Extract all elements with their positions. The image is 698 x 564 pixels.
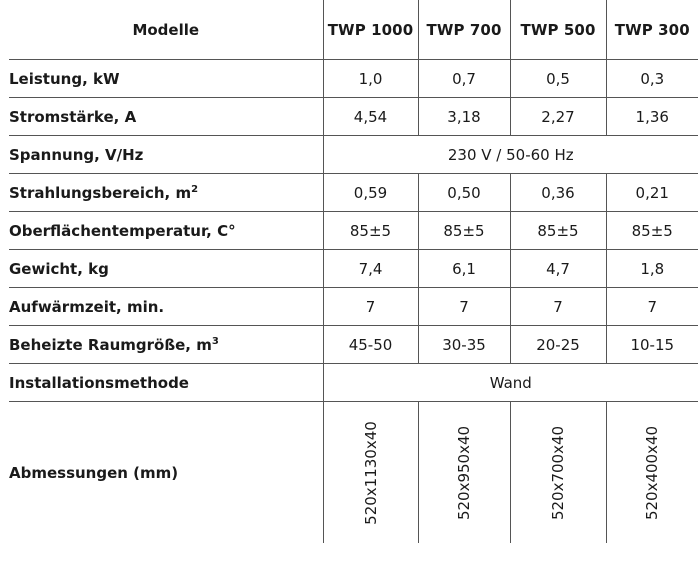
- label-aufwaermzeit: Aufwärmzeit, min.: [9, 288, 323, 326]
- row-spannung: [9, 136, 698, 174]
- row-oberflaechentemperatur: [9, 212, 698, 250]
- row-stromstaerke: [9, 98, 698, 136]
- label-raumgroesse: [9, 326, 323, 364]
- value-cell: 4,54: [323, 98, 418, 136]
- label-text: Beheizte Raumgröße, m: [9, 335, 212, 354]
- value-cell: 4,7: [510, 250, 606, 288]
- label-abmessungen: Abmessungen (mm): [9, 402, 323, 544]
- value-cell: 7: [510, 288, 606, 326]
- dimension-value: 520x700x40: [549, 425, 567, 520]
- model-twp-1000: TWP 1000: [323, 0, 418, 60]
- dimension-cell: [418, 402, 510, 544]
- value-cell: 6,1: [418, 250, 510, 288]
- value-cell: 45-50: [323, 326, 418, 364]
- value-cell: 0,50: [418, 174, 510, 212]
- value-installationsmethode: Wand: [323, 364, 698, 402]
- dimension-value: 520x1130x40: [361, 420, 380, 525]
- row-gewicht: [9, 250, 698, 288]
- label-text: Strahlungsbereich, m: [9, 183, 192, 202]
- dimension-value: 520x950x40: [455, 425, 473, 520]
- header-label: Modelle: [9, 0, 323, 60]
- unit-superscript: 3: [211, 335, 219, 347]
- value-spannung: 230 V / 50-60 Hz: [323, 136, 698, 174]
- model-twp-300: TWP 300: [606, 0, 698, 60]
- row-strahlungsbereich: [9, 174, 698, 212]
- dimension-cell: [323, 402, 418, 544]
- dimension-value: 520x400x40: [643, 425, 662, 520]
- value-cell: 20-25: [510, 326, 606, 364]
- row-aufwaermzeit: [9, 288, 698, 326]
- row-abmessungen: [9, 402, 698, 544]
- value-cell: 85±5: [323, 212, 418, 250]
- row-raumgroesse: [9, 326, 698, 364]
- value-cell: 7: [606, 288, 698, 326]
- unit-superscript: 2: [191, 183, 199, 195]
- label-oberflaechentemperatur: Oberflächentemperatur, C°: [9, 212, 323, 250]
- value-cell: 30-35: [418, 326, 510, 364]
- value-cell: 85±5: [510, 212, 606, 250]
- label-leistung: Leistung, kW: [9, 60, 323, 98]
- row-installationsmethode: [9, 364, 698, 402]
- value-cell: 7: [323, 288, 418, 326]
- label-stromstaerke: Stromstärke, A: [9, 98, 323, 136]
- label-gewicht: Gewicht, kg: [9, 250, 323, 288]
- model-twp-700: TWP 700: [418, 0, 510, 60]
- value-cell: 3,18: [418, 98, 510, 136]
- value-cell: 0,21: [606, 174, 698, 212]
- value-cell: 1,8: [606, 250, 698, 288]
- row-leistung: [9, 60, 698, 98]
- value-cell: 7: [418, 288, 510, 326]
- value-cell: 1,0: [323, 60, 418, 98]
- value-cell: 0,36: [510, 174, 606, 212]
- value-cell: 0,3: [606, 60, 698, 98]
- dimension-cell: [510, 402, 606, 544]
- value-cell: 85±5: [418, 212, 510, 250]
- value-cell: 0,7: [418, 60, 510, 98]
- model-twp-500: TWP 500: [510, 0, 606, 60]
- value-cell: 2,27: [510, 98, 606, 136]
- label-strahlungsbereich: [9, 174, 323, 212]
- value-cell: 0,59: [323, 174, 418, 212]
- value-cell: 10-15: [606, 326, 698, 364]
- label-installationsmethode: Installationsmethode: [9, 364, 323, 402]
- value-cell: 0,5: [510, 60, 606, 98]
- label-spannung: Spannung, V/Hz: [9, 136, 323, 174]
- value-cell: 85±5: [606, 212, 698, 250]
- dimension-cell: [606, 402, 698, 544]
- header-row: [9, 0, 698, 60]
- value-cell: 1,36: [606, 98, 698, 136]
- specifications-table: [9, 0, 698, 543]
- value-cell: 7,4: [323, 250, 418, 288]
